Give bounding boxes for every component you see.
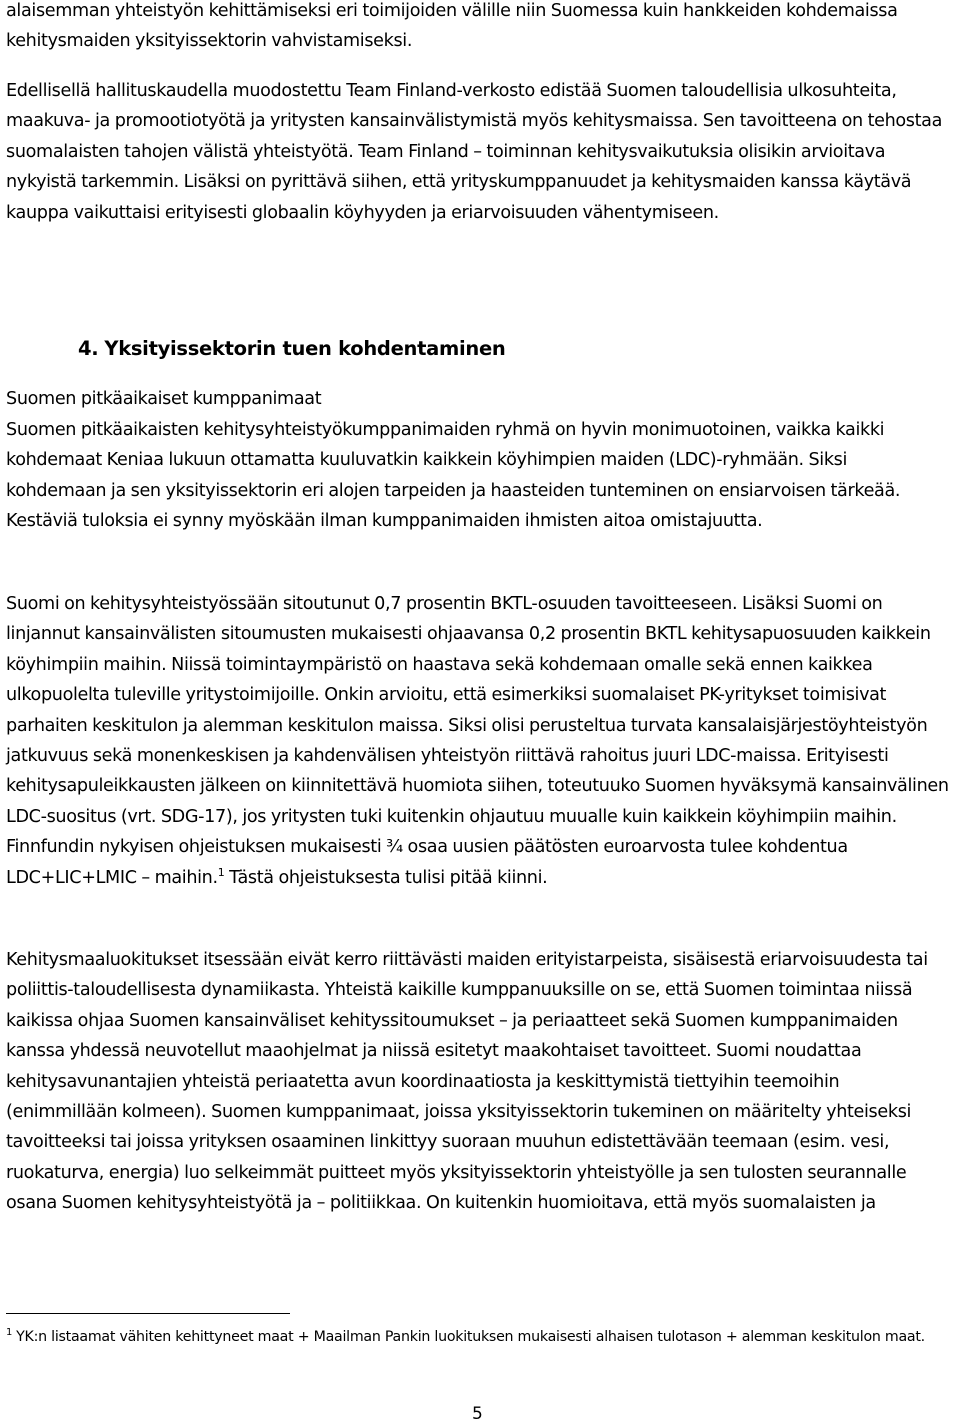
footnote bbox=[6, 1322, 950, 1352]
footnote-text: YK:n listaamat vähiten kehittyneet maat + Maailman Pankin luokituksen mukaisesti alhaisen tulotason + alemman keskitulon maat. bbox=[16, 1329, 925, 1345]
section-number: 4. bbox=[78, 337, 99, 360]
section-title: Yksityissektorin tuen kohdentaminen bbox=[104, 337, 506, 360]
paragraph-team-finland: Edellisellä hallituskaudella muodostettu Team Finland-verkosto edistää Suomen taloudellisia ulkosuhteita, maakuva- ja promootiotyötä ja yritysten kansainvälistymistä myös kehitysmaissa. Sen tavoitteena on tehostaa suomalaisten tahojen välistä yhteistyötä. Team Finland – toiminnan kehitysvaikutuksia olisikin arvioitava nykyistä tarkemmin. Lisäksi on pyrittävä siihen, että yrityskumppanuudet ja kehitysmaiden kanssa käytävä kauppa vaikuttaisi erityisesti globaalin köyhyyden ja eriarvoisuuden vähentymiseen. bbox=[6, 81, 943, 223]
footnote-divider bbox=[6, 1313, 290, 1314]
paragraph-bktl-end: Tästä ohjeistuksesta tulisi pitää kiinni. bbox=[224, 867, 548, 888]
section-heading bbox=[78, 334, 505, 364]
paragraph-bktl bbox=[6, 589, 950, 893]
footnote-reference[interactable]: 1 bbox=[217, 865, 225, 879]
paragraph-bktl-main: Suomi on kehitysyhteistyössään sitoutunut 0,7 prosentin BKTL-osuuden tavoitteeseen. Lisäksi Suomi on linjannut kansainvälisten sitoumusten mukaisesti ohjaavansa 0,2 prosentin BKTL kehitysapuosuuden kaikkein köyhimpiin maihin. Niissä toimintaympäristö on haastava sekä kohdemaan omalle sekä ennen kaikkea ulkopuolelta tuleville yritystoimijoille. Onkin arvioitu, että esimerkiksi suomalaiset PK-yritykset toimisivat parhaiten keskitulon ja alemman keskitulon maissa. Siksi olisi perusteltua turvata kansalaisjärjestöyhteistyön jatkuvuus sekä monenkeskisen ja kahdenvälisen yhteistyön riittävä rahoitus juuri LDC-maissa. Erityisesti kehitysapuleikkausten jälkeen on kiinnitettävä huomiota siihen, toteutuuko Suomen hyväksymä kansainvälinen LDC-suositus (vrt. SDG-17), jos yritysten tuki kuitenkin ohjautuu muualle kuin kaikkein köyhimpiin maihin. Finnfundin nykyisen ohjeistuksen mukaisesti ¾ osaa uusien päätösten euroarvosta tulee kohdentua LDC+LIC+LMIC – maihin. bbox=[6, 594, 949, 888]
paragraph-classification: Kehitysmaaluokitukset itsessään eivät kerro riittävästi maiden erityistarpeista, sisäisestä eriarvoisuudesta tai poliittis-taloudellisesta dynamiikasta. Yhteistä kaikille kumppanuuksille on se, että Suomen toimintaa niissä kaikissa ohjaa Suomen kansainväliset kehityssitoumukset – ja periaatteet sekä Suomen kumppanimaiden kanssa yhdessä neuvotellut maaohjelmat ja niissä esitetyt maakohtaiset tavoitteet. Suomi noudattaa kehitysavunantajien yhteistä periaatetta avun koordinaatiosta ja keskittymistä tiettyihin teemoihin (enimmillään kolmeen). Suomen kumppanimaat, joissa yksityissektorin tukeminen on määritelty yhteiseksi tavoitteeksi tai joissa yrityksen osaaminen linkittyy suoraan muuhun edistettävään teemaan (esim. vesi, ruokaturva, energia) luo selkeimmät puitteet myös yksityissektorin yhteistyölle ja sen tulosten seurannalle osana Suomen kehitysyhteistyötä ja – politiikkaa. On kuitenkin huomioitava, että myös suomalaisten ja bbox=[6, 950, 928, 1214]
paragraph-continued: alaisemman yhteistyön kehittämiseksi eri toimijoiden välille niin Suomessa kuin hankkeiden kohdemaissa kehitysmaiden yksityissektorin vahvistamiseksi. bbox=[6, 1, 898, 52]
subheading: Suomen pitkäaikaiset kumppanimaat bbox=[6, 389, 322, 409]
page-number: 5 bbox=[472, 1404, 483, 1424]
paragraph-partners: Suomen pitkäaikaisten kehitysyhteistyökumppanimaiden ryhmä on hyvin monimuotoinen, vaikka kaikki kohdemaat Keniaa lukuun ottamatta kuuluvatkin kaikkein köyhimpien maiden (LDC)-ryhmään. Siksi kohdemaan ja sen yksityissektorin eri alojen tarpeiden ja haasteiden tunteminen on ensiarvoisen tärkeää. Kestäviä tuloksia ei synny myöskään ilman kumppanimaiden ihmisten aitoa omistajuutta. bbox=[6, 420, 901, 532]
footnote-number: 1 bbox=[6, 1327, 13, 1339]
